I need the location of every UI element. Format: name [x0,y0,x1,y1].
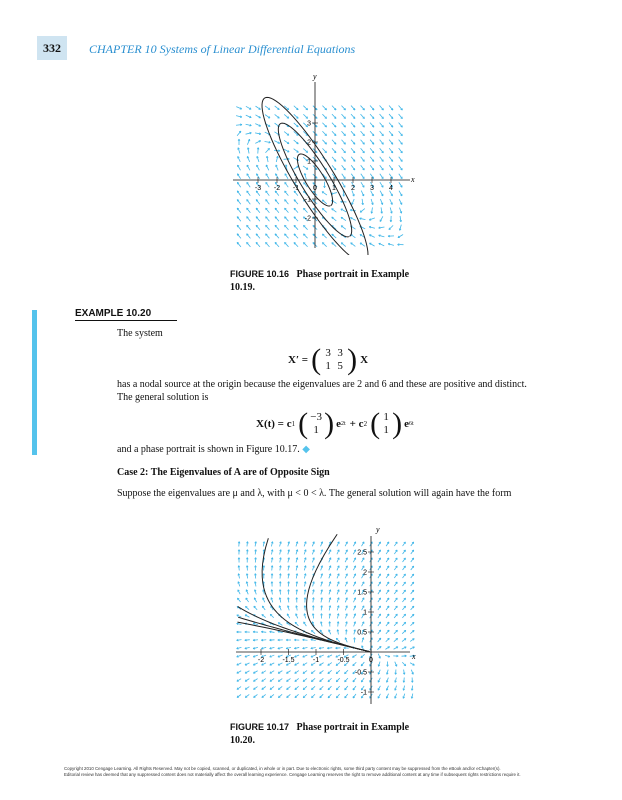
field-arrow [256,217,260,222]
example-intro: The system [117,328,163,339]
field-arrow [275,225,279,230]
field-arrow [266,225,270,230]
field-arrow [285,200,289,205]
y-tick-label: 0.5 [357,629,367,637]
field-arrow [285,217,289,222]
field-arrow [341,243,346,247]
field-arrow [322,208,326,212]
field-arrow [389,106,393,111]
y-tick-label: -2 [304,215,311,223]
field-arrow [275,242,279,246]
field-arrow [256,208,260,213]
field-arrow [399,106,403,111]
field-arrow [389,114,393,119]
y-axis-label: y [313,72,317,81]
field-arrow [380,123,384,128]
field-arrow [399,114,403,119]
field-arrow [332,131,336,135]
matrix-rhs: X [360,354,369,366]
exp-1-sup: 2t [340,421,346,427]
y-tick-label: 2 [307,139,311,147]
footer-line-2: Editorial review has deemed that any suppressed content does not materially affect the overall learning experience. Cengage Learning reserves the right to remove additional content at any time if subsequent rights restrictions require it. [64,772,521,777]
matrix-entry: 3 [325,347,331,359]
field-arrow [332,123,336,127]
example-heading: EXAMPLE 10.20 [75,308,152,319]
copyright-footer [64,766,584,778]
field-arrow [275,208,279,213]
field-arrow [266,217,270,222]
y-axis-label: y [376,525,380,534]
field-arrow [361,123,365,128]
x-tick-label: 2 [351,185,355,192]
field-arrow [380,140,384,145]
field-arrow [361,106,365,110]
field-arrow [294,208,298,212]
field-arrow [370,106,374,111]
y-tick-label: -1 [360,689,367,697]
field-arrow [284,242,288,246]
field-arrow [237,217,241,222]
y-tick-label: -1 [304,196,311,204]
field-arrow [351,114,355,118]
x-tick-label: -2 [273,185,281,192]
paragraph-2-text: and a phase portrait is shown in Figure 10.17. [117,444,300,455]
field-arrow [322,131,326,135]
field-arrow [370,140,374,145]
field-arrow [237,225,241,230]
field-arrow [303,225,307,229]
field-arrow [275,200,279,205]
exp-2-sup: 6t [408,421,414,427]
field-arrow [342,140,346,145]
caption-text: Phase portrait in Example 10.20. [230,722,410,746]
field-arrow [399,131,403,136]
field-arrow [361,114,365,119]
example-paragraph-1: has a nodal source at the origin because the eigenvalues are 2 and 6 and these are positive and distinct. The general solution is [117,379,527,403]
field-arrow [303,149,307,153]
y-tick-label: 3 [307,120,311,128]
field-arrow [247,242,251,247]
field-arrow [256,225,260,230]
general-solution: X(t) = c 1 ( −3 1 ) e 2t + c 2 ( 1 1 ) e 6t [256,407,414,440]
field-arrow [265,148,269,152]
field-arrow [351,131,355,136]
x-tick-label: 0 [313,185,317,192]
field-arrow [380,131,384,136]
field-arrow [284,114,289,118]
matrix-entry: 5 [337,360,343,372]
field-arrow [303,114,307,118]
figure-10-16-caption [230,268,430,294]
x-tick-label: 0 [369,657,373,664]
field-arrow [341,106,345,110]
field-arrow [266,234,270,239]
field-arrow [247,225,251,230]
y-tick-label: -0.5 [354,669,367,677]
field-arrow [322,243,326,247]
field-arrow [342,157,346,162]
field-arrow [370,114,374,119]
x-tick-label: 3 [370,185,374,192]
field-arrow [294,140,299,144]
field-arrow [284,234,288,238]
field-arrow [342,148,346,153]
axes [233,82,410,248]
field-arrow [389,140,393,145]
caption-label: FIGURE 10.16 [230,269,290,279]
field-arrow [303,106,307,110]
field-arrow [322,234,326,238]
field-arrow [332,157,336,162]
field-arrow [294,225,298,229]
field-arrow [303,242,307,246]
field-arrow [275,217,279,222]
field-arrow [237,242,241,247]
field-arrow [370,131,374,136]
solution-sub1: 1 [291,420,296,428]
eigenvector-2 [381,411,391,437]
x-tick-label: -1.5 [282,657,295,664]
x-tick-label: 4 [389,185,393,192]
x-tick-label: -1 [292,185,300,192]
field-arrow [294,106,298,110]
y-tick-label: 2.5 [357,549,367,557]
solution-lhs: X(t) = c [256,418,292,430]
field-arrow [322,148,326,152]
field-arrow [266,242,270,247]
field-arrow [303,234,307,238]
figure-10-16-phase-portrait [225,70,425,255]
field-arrow [247,217,251,222]
field-arrow [275,106,280,110]
x-axis-label: x [411,175,415,184]
field-arrow [332,217,337,221]
field-arrow [294,217,298,221]
field-arrow [332,140,336,144]
trajectories [237,534,369,651]
field-arrow [380,106,384,111]
system-equation: X′ = ( 3 3 1 5 ) X [288,343,369,376]
end-of-example-icon: ◆ [302,444,310,455]
field-arrow [322,114,326,118]
field-arrow [294,200,298,205]
plus-c: + c [349,418,364,430]
field-arrow [351,106,355,110]
y-tick-label: 1 [363,609,367,617]
exp-1: e [336,418,341,430]
trajectory [238,607,370,652]
exp-2: e [404,418,409,430]
field-arrow [332,114,336,118]
vector-entry: 1 [313,424,319,436]
matrix-entry: 3 [337,347,343,359]
x-axis-label: x [412,652,416,661]
coefficient-matrix [322,347,346,373]
caption-text: Phase portrait in Example 10.19. [230,269,410,293]
footer-line-1: Copyright 2010 Cengage Learning. All Rights Reserved. May not be copied, scanned, or duplicated, in whole or in part. Due to electronic rights, some third party content may be suppressed from the eBook and/or eChapter(s). [64,766,501,771]
field-arrow [332,106,336,110]
field-arrow [294,242,298,246]
field-arrow [294,123,298,127]
matrix-lhs: X′ = [288,354,309,366]
field-arrow [285,208,289,213]
field-arrow [322,123,326,127]
field-arrow [389,225,393,229]
field-arrow [332,243,336,247]
field-arrow [247,234,251,239]
field-arrow [266,208,270,213]
field-arrow [341,123,345,127]
field-arrow [294,234,298,238]
field-arrow [256,234,260,239]
field-arrow [322,106,326,110]
field-arrow [399,123,403,128]
vector-entry: 1 [383,424,389,436]
field-arrow [380,114,384,119]
field-arrow [332,148,336,152]
example-rule [75,320,177,321]
y-tick-label: 1 [307,158,311,166]
matrix-entry: 1 [325,360,331,372]
x-tick-label: 1 [332,185,336,192]
field-arrow [351,140,355,145]
field-arrow [303,208,307,212]
field-arrow [361,131,365,136]
field-arrow [275,234,279,238]
x-tick-label: -1 [312,657,320,664]
example-paragraph-2 [117,443,310,456]
chapter-title: CHAPTER 10 Systems of Linear Differential Equations [89,42,356,56]
field-arrow [361,140,365,145]
example-sidebar-bar [32,310,37,455]
field-arrow [341,114,345,118]
vector-entry: −3 [310,411,322,423]
field-arrow [389,123,393,128]
field-arrow [332,165,336,170]
vector-entry: 1 [383,411,389,423]
field-arrow [370,123,374,128]
field-arrow [284,225,288,229]
field-arrow [322,140,326,144]
field-arrow [370,148,374,153]
field-arrow [237,131,241,136]
y-tick-label: 1.5 [357,589,367,597]
caption-label: FIGURE 10.17 [230,722,290,732]
field-arrow [361,148,365,153]
case2-paragraph: Suppose the eigenvalues are μ and λ, with μ < 0 < λ. The general solution will again have the form [117,488,512,499]
field-arrow [389,131,393,136]
eigenvector-1 [309,411,323,437]
x-tick-label: -3 [254,185,262,192]
trajectory [262,538,369,651]
field-arrow [256,242,260,247]
field-arrow [237,234,241,239]
y-tick-label: 2 [363,569,367,577]
direction-field [236,106,403,247]
field-arrow [341,131,345,135]
field-arrow [351,157,355,162]
field-arrow [351,148,355,153]
field-arrow [351,123,355,127]
solution-sub2: 2 [363,420,368,428]
x-tick-label: -2 [257,657,265,664]
figure-10-17-phase-portrait [228,522,428,712]
figure-10-17-caption [230,721,430,747]
case2-heading: Case 2: The Eigenvalues of A are of Opposite Sign [117,467,330,478]
page-number: 332 [37,36,67,60]
x-tick-label: -0.5 [337,657,350,664]
